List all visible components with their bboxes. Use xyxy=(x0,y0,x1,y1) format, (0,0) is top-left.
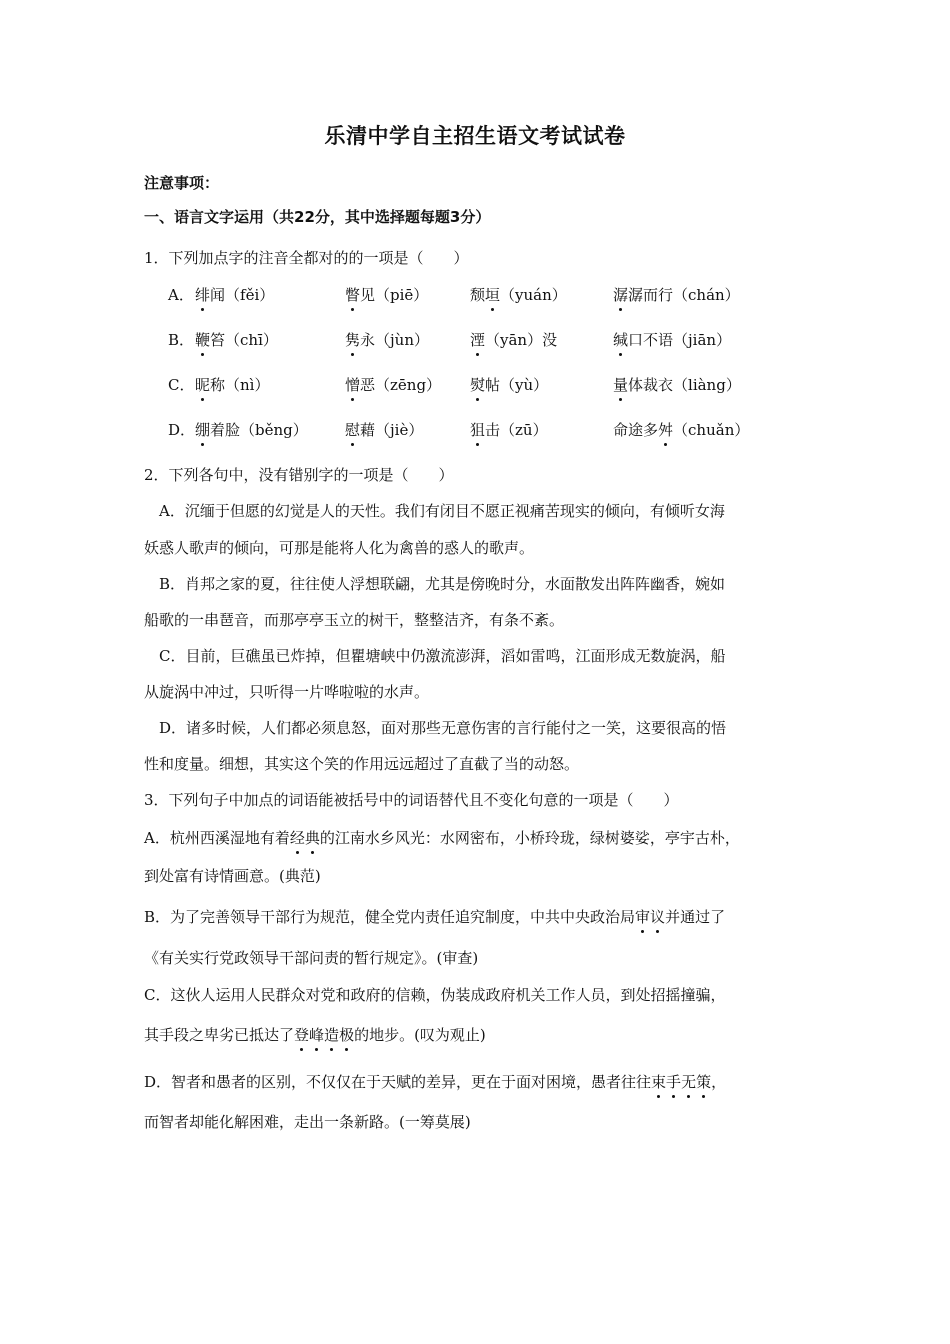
q1-option-label-a: A． xyxy=(168,286,194,304)
q1-option-c-item: 熨帖（yù） xyxy=(470,376,549,394)
emphasis-dotted-text: 慰 xyxy=(345,421,361,439)
q1-option-d-item: 狙击（zū） xyxy=(470,421,548,439)
q2-line: C．目前，巨礁虽已炸掉，但瞿塘峡中仍激流澎湃，滔如雷鸣，江面形成无数旋涡，船 xyxy=(144,647,726,665)
emphasis-dotted-text: 昵 xyxy=(195,376,211,394)
q3-option-a-line2: 到处富有诗情画意。(典范) xyxy=(144,867,321,885)
emphasis-dotted-text: 潺 xyxy=(613,286,629,304)
q3-option-c-line2: 其手段之卑劣已抵达了登峰造极的地步。(叹为观止) xyxy=(144,1026,486,1044)
q2-line: B．肖邦之家的夏，往往使人浮想联翩，尤其是傍晚时分，水面散发出阵阵幽香，婉如 xyxy=(144,575,726,593)
emphasis-dotted-text: 湮 xyxy=(470,331,486,349)
emphasis-dotted-text: 审议 xyxy=(635,908,666,926)
q2-line: A．沉缅于但愿的幻觉是人的天性。我们有闭目不愿正视痛苦现实的倾向，有倾听女海 xyxy=(144,502,725,520)
emphasis-dotted-text: 瞥 xyxy=(345,286,361,304)
q1-option-b-item: 湮（yān）没 xyxy=(470,331,558,349)
q1-option-b-item: 鞭笞（chī） xyxy=(195,331,278,349)
q1-option-c-item: 憎恶（zēng） xyxy=(345,376,442,394)
emphasis-dotted-text: 登峰造极 xyxy=(294,1026,355,1044)
emphasis-dotted-text: 缄 xyxy=(613,331,629,349)
emphasis-dotted-text: 舛 xyxy=(658,421,674,439)
q1-stem: 1．下列加点字的注音全都对的的一项是（ ） xyxy=(144,249,469,267)
emphasis-dotted-text: 绷 xyxy=(195,421,211,439)
emphasis-dotted-text: 经典 xyxy=(289,829,320,847)
q3-stem: 3．下列句子中加点的词语能被括号中的词语替代且不变化句意的一项是（ ） xyxy=(144,791,679,809)
q3-option-a-line1: A．杭州西溪湿地有着经典的江南水乡风光：水网密布，小桥玲珑，绿树婆娑，亭宇古朴， xyxy=(144,829,740,847)
q1-option-a-item: 潺潺而行（chán） xyxy=(613,286,740,304)
q3-option-c-line1: C．这伙人运用人民群众对党和政府的信赖，伪装成政府机关工作人员，到处招摇撞骗， xyxy=(144,986,726,1004)
q1-option-c-item: 昵称（nì） xyxy=(195,376,270,394)
q1-option-d-item: 命途多舛（chuǎn） xyxy=(613,421,750,439)
q1-option-d-item: 慰藉（jiè） xyxy=(345,421,424,439)
emphasis-dotted-text: 憎 xyxy=(345,376,361,394)
q3-option-d-line1: D．智者和愚者的区别，不仅仅在于天赋的差异，更在于面对困境，愚者往往束手无策， xyxy=(144,1073,727,1091)
q1-option-a-item: 颓垣（yuán） xyxy=(470,286,567,304)
emphasis-dotted-text: 隽 xyxy=(345,331,361,349)
q2-line: D．诸多时候，人们都必须息怒，面对那些无意伤害的言行能付之一笑，这要很高的悟 xyxy=(144,719,727,737)
q2-line: 妖惑人歌声的倾向，可那是能将人化为禽兽的惑人的歌声。 xyxy=(144,539,535,557)
q1-option-a-item: 瞥见（piē） xyxy=(345,286,429,304)
q3-option-d-line2: 而智者却能化解困难，走出一条新路。(一筹莫展) xyxy=(144,1113,471,1131)
emphasis-dotted-text: 绯 xyxy=(195,286,211,304)
q1-option-b-item: 缄口不语（jiān） xyxy=(613,331,732,349)
emphasis-dotted-text: 束手无策 xyxy=(651,1073,712,1091)
emphasis-dotted-text: 量 xyxy=(613,376,629,394)
q2-line: 性和度量。细想，其实这个笑的作用远远超过了直截了当的动怒。 xyxy=(144,755,580,773)
q2-line: 从旋涡中冲过，只听得一片哗啦啦的水声。 xyxy=(144,683,430,701)
emphasis-dotted-text: 鞭 xyxy=(195,331,211,349)
q2-line: 船歌的一串琶音，而那亭亭玉立的树干，整整洁齐，有条不紊。 xyxy=(144,611,565,629)
q3-option-b-line1: B．为了完善领导干部行为规范，健全党内责任追究制度，中共中央政治局审议并通过了 xyxy=(144,908,726,926)
emphasis-dotted-text: 垣 xyxy=(485,286,501,304)
q1-option-label-c: C． xyxy=(168,376,195,394)
q2-stem: 2．下列各句中，没有错别字的一项是（ ） xyxy=(144,466,454,484)
emphasis-dotted-text: 狙 xyxy=(470,421,486,439)
q1-option-label-b: B． xyxy=(168,331,195,349)
q1-option-label-d: D． xyxy=(168,421,196,439)
section-1-heading: 一、语言文字运用（共22分，其中选择题每题3分） xyxy=(144,208,491,226)
q1-option-c-item: 量体裁衣（liàng） xyxy=(613,376,741,394)
notice-heading: 注意事项： xyxy=(144,174,220,192)
q1-option-a-item: 绯闻（fěi） xyxy=(195,286,275,304)
q1-option-d-item: 绷着脸（běng） xyxy=(195,421,308,439)
q1-option-b-item: 隽永（jùn） xyxy=(345,331,429,349)
q3-option-b-line2: 《有关实行党政领导干部问责的暂行规定》。(审查) xyxy=(144,949,479,967)
emphasis-dotted-text: 熨 xyxy=(470,376,486,394)
exam-title: 乐清中学自主招生语文考试试卷 xyxy=(324,124,626,148)
